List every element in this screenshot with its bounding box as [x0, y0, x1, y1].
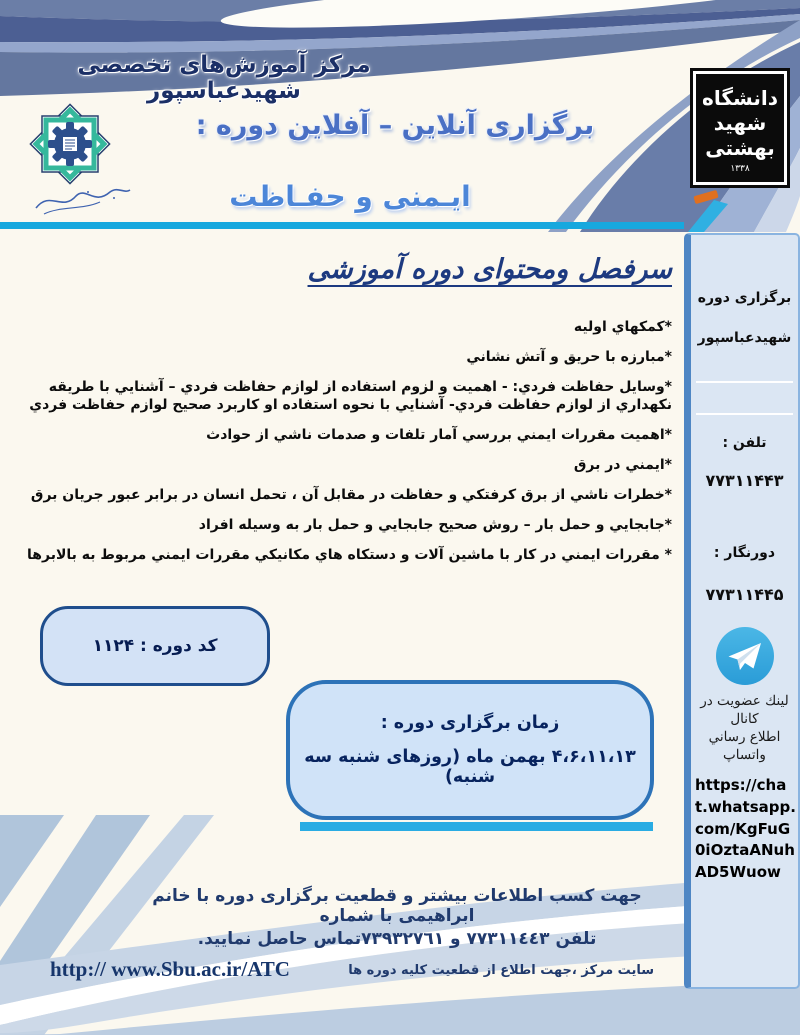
signature-mark: [30, 184, 134, 218]
sbu-logo: [690, 68, 790, 188]
sbu-logo-line: بهشتی: [705, 135, 775, 160]
telegram-icon: [716, 627, 774, 685]
topic-item: *كمكهاي اوليه: [573, 319, 672, 335]
sidebar-divider: [696, 381, 793, 383]
header-divider-line: [0, 222, 684, 229]
fax-label: دورنگار :: [713, 545, 776, 561]
topic-item: *خطرات ناشي از برق كرفتكي و حفاظت در مقابل آن ، تحمل انسان در برابر عبور جريان برق: [30, 487, 672, 503]
fax-number: ۷۷۳۱۱۴۴۵: [705, 585, 784, 604]
sidebar-org-line2: شهیدعباسپور: [697, 330, 792, 346]
topic-item: *جابجايي و حمل بار – روش صحيح جابجايي و حمل بار به وسيله افراد: [198, 517, 672, 533]
header-subtitle: برگزاری آنلاین – آفلاین دوره :: [195, 110, 595, 141]
course-code-badge: كد دوره : ۱۱۲۴: [40, 606, 270, 686]
footer-site-url[interactable]: http:// www.Sbu.ac.ir/ATC: [50, 957, 290, 981]
footer-info-line2: تلفن ٧٧٣١١٤٤٣ و ٧٣٩٣٢٧٦١تماس حاصل نمایید.: [197, 929, 597, 949]
phone-number: ۷۷۳۱۱۴۴۳: [705, 471, 784, 490]
footer-site-note: سایت مرکز ،جهت اطلاع از قطعیت کلیه دوره ها: [348, 963, 654, 978]
contact-sidebar: [684, 233, 800, 989]
footer-info-line1: جهت کسب اطلاعات بیشتر و قطعیت برگزاری دوره با خانم ابراهیمی با شماره: [152, 886, 642, 926]
schedule-underline: [300, 822, 653, 831]
course-topics-list: [22, 318, 672, 576]
topic-item: *ايمني در برق: [573, 457, 672, 473]
topic-item: * مقررات ايمني در كار با ماشين آلات و دستكاه هاي مكانيكي مقررات ايمني مربوط به بالابرها: [27, 547, 672, 563]
sidebar-divider: [696, 413, 793, 415]
sbu-logo-line: دانشگاه: [702, 85, 778, 110]
sbu-logo-year: ۱۳۳۸: [730, 163, 750, 174]
phone-label: تلفن :: [722, 435, 767, 451]
content-heading: سرفصل ومحتوای دوره آموزشی: [307, 254, 672, 285]
abbaspour-logo: [22, 96, 118, 192]
topic-item: *اهميت مقررات ايمني بررسي آمار تلفات و صدمات ناشي از حوادث: [206, 427, 672, 443]
schedule-box: [286, 680, 654, 820]
sbu-logo-line: شهید: [713, 110, 767, 135]
schedule-dates: ۴،۶،۱۱،۱۳ بهمن ماه (روزهای شنبه سه شنبه): [304, 747, 636, 787]
topic-item: *وسايل حفاظت فردي: - اهميت و لزوم استفاده از لوازم حفاظت فردي – آشنايي با طريقه نكهداري از لوازم حفاظت فردي- آشنايي با نحوه استفاده او كاربرد صحيح لوازم حفاظت فردي: [29, 379, 672, 413]
sidebar-org-line1: برگزاری دوره: [697, 290, 792, 306]
channel-text: اطلاع رساني واتساپ: [708, 729, 781, 763]
channel-text: لینك عضویت در كانال: [700, 693, 789, 727]
org-title: مرکز آموزش‌های تخصصی شهیدعباسپور: [77, 52, 371, 104]
whatsapp-link[interactable]: https://chat.whatsapp.com/KgFuG0iOztaANuhAD5Wuow: [695, 776, 796, 881]
topic-item: *مبارزه با حريق و آتش نشاني: [466, 349, 672, 365]
schedule-title: زمان برگزاری دوره :: [380, 713, 560, 733]
header-course-title: ایـمنی و حفـاظت: [229, 180, 471, 213]
